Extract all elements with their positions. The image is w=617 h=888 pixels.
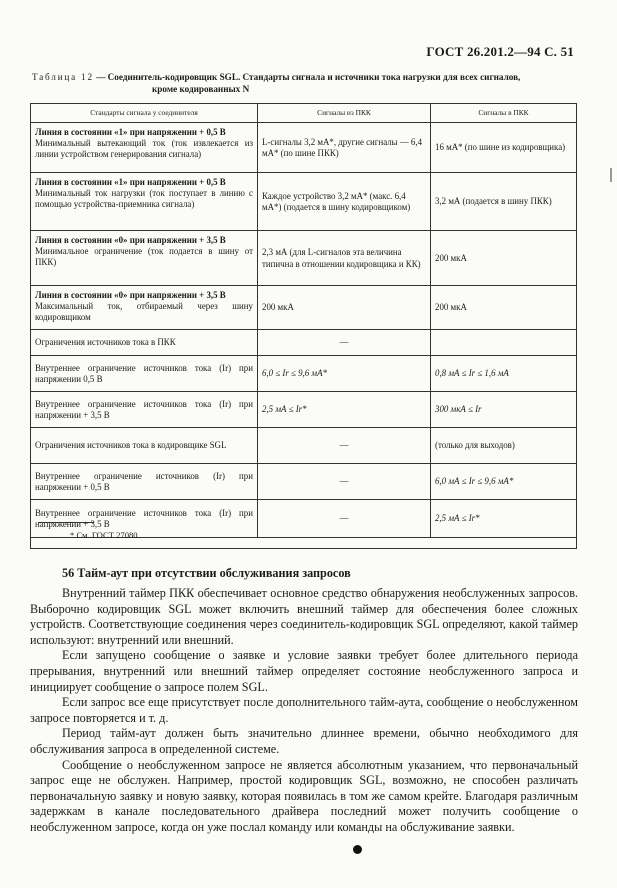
table-footnote: * См. ГОСТ 27080. <box>70 530 140 540</box>
table-cell: 0,8 мА ≤ Ir ≤ 1,6 мА <box>431 356 577 392</box>
table-cell <box>431 330 577 356</box>
table-row <box>31 356 576 392</box>
table-cell: Внутреннее ограничение источников (Ir) при напряжении + 0,5 В <box>31 464 258 500</box>
row-description: Минимальное ограничение (ток подается в шину от ПКК) <box>35 246 253 268</box>
table-cell: Ограничения источников тока в кодировщике SGL <box>31 428 258 464</box>
table-cell: 2,5 мА ≤ Ir* <box>258 392 431 428</box>
table-row <box>31 330 576 356</box>
table-cell: Ограничения источников тока в ПКК <box>31 330 258 356</box>
row-heading: Линия в состоянии «1» при напряжении + 0,5 В <box>35 127 226 137</box>
table-cell: 16 мА* (по шине из кодировщика) <box>431 123 577 173</box>
table-cell: — <box>258 428 431 464</box>
paragraph: Сообщение о необслуженном запросе не является абсолютным указанием, что первоначальный запрос еще не обслужен. Например, простой кодировщик SGL, возможно, не способен различать первоначальную заявку и новую заявку, которая появилась в том же самом крейте. Благодаря различным задержкам в канале последовательного драйвера последний может получить сообщение о необслуженном запросе, когда он уже послал команду или команды на обслуживание заявки. <box>30 757 578 834</box>
table-row <box>31 123 576 173</box>
table-cell: Внутреннее ограничение источников тока (Ir) при напряжении + 3,5 В <box>31 392 258 428</box>
table-cell: 2,3 мА (для L-сигналов эта величина типична в отношении кодировщика и КК) <box>258 231 431 286</box>
page-header: ГОСТ 26.201.2—94 С. 51 <box>426 44 574 59</box>
table-cell: 200 мкА <box>431 231 577 286</box>
table-cell: 200 мкА <box>431 286 577 330</box>
table-cell: L-сигналы 3,2 мА*, другие сигналы — 6,4 мА* (по шине ПКК) <box>258 123 431 173</box>
table-caption <box>32 71 577 95</box>
section-title: 56 Тайм-аут при отсутствии обслуживания запросов <box>62 566 351 580</box>
row-description: Максимальный ток, отбираемый через шину кодировщиком <box>35 301 253 323</box>
paragraph: Если запрос все еще присутствует после дополнительного тайм-аута, сообщение о необслуженном запросе повторяется и т. д. <box>30 695 578 725</box>
table-row <box>31 286 576 330</box>
column-header: Стандарты сигнала у соединителя <box>31 104 258 123</box>
row-heading: Линия в состоянии «0» при напряжении + 3,5 В <box>35 290 226 300</box>
signal-standards-table <box>30 103 577 549</box>
table-row <box>31 392 576 428</box>
table-cell: 6,0 мА ≤ Ir ≤ 9,6 мА* <box>431 464 577 500</box>
table-row <box>31 231 576 286</box>
row-description: Минимальный вытекающий ток (ток извлекается из линии устройством генерирования сигнала) <box>35 138 253 160</box>
table-cell: 2,5 мА ≤ Ir* <box>431 500 577 538</box>
table-row <box>31 173 576 231</box>
table-cell: 300 мкА ≤ Ir <box>431 392 577 428</box>
table-cell: Внутреннее ограничение источников тока (Ir) при напряжении 0,5 В <box>31 356 258 392</box>
column-header: Сигналы в ПКК <box>431 104 577 123</box>
footnote-divider <box>38 522 94 523</box>
table-cell: — <box>258 500 431 538</box>
table-cell: Каждое устройство 3,2 мА* (макс. 6,4 мА*) (подается в шину кодировщиком) <box>258 173 431 231</box>
table-cell: — <box>258 330 431 356</box>
table-cell: 200 мкА <box>258 286 431 330</box>
table-label: Таблица 12 <box>32 72 94 82</box>
table-title-cont: кроме кодированных N <box>152 84 250 94</box>
paragraph: Внутренний таймер ПКК обеспечивает основное средство обнаружения необслуженных запросов. Выборочно кодировщик SGL может включить внешний таймер для обеспечения более сложных устройств. Соответствующие соединения через соединитель-кодировщик SGL определяют, какой таймер используют: внутренний или внешний. <box>30 586 578 647</box>
table-row <box>31 428 576 464</box>
table-cell: (только для выходов) <box>431 428 577 464</box>
column-header: Сигналы из ПКК <box>258 104 431 123</box>
section-body <box>30 586 578 836</box>
page-dot-mark <box>353 845 362 854</box>
table-row <box>31 464 576 500</box>
row-heading: Линия в состоянии «0» при напряжении + 3,5 В <box>35 235 226 245</box>
row-description: Минимальный ток нагрузки (ток поступает в линию с помощью устройства-приемника сигнала) <box>35 188 253 210</box>
table-cell: — <box>258 464 431 500</box>
row-heading: Линия в состоянии «1» при напряжении + 0,5 В <box>35 177 226 187</box>
table-cell: 3,2 мА (подается в шину ПКК) <box>431 173 577 231</box>
table-cell: 6,0 ≤ Ir ≤ 9,6 мА* <box>258 356 431 392</box>
table-title: — Соединитель-кодировщик SGL. Стандарты сигнала и источники тока нагрузки для всех сигналов, <box>96 72 521 82</box>
paragraph: Если запущено сообщение о заявке и условие заявки требует более длительного периода прерывания, внутренний или внешний таймер определяет состояние необслуженного запроса и инициирует сообщение о запросе полем SGL. <box>30 648 578 694</box>
margin-mark <box>610 168 612 182</box>
paragraph: Период тайм-аут должен быть значительно длиннее времени, обычно необходимого для обслуживания запроса в определенной системе. <box>30 726 578 756</box>
table-cell: Внутреннее ограничение источников тока (Ir) при напряжении + 3,5 В <box>31 500 258 538</box>
